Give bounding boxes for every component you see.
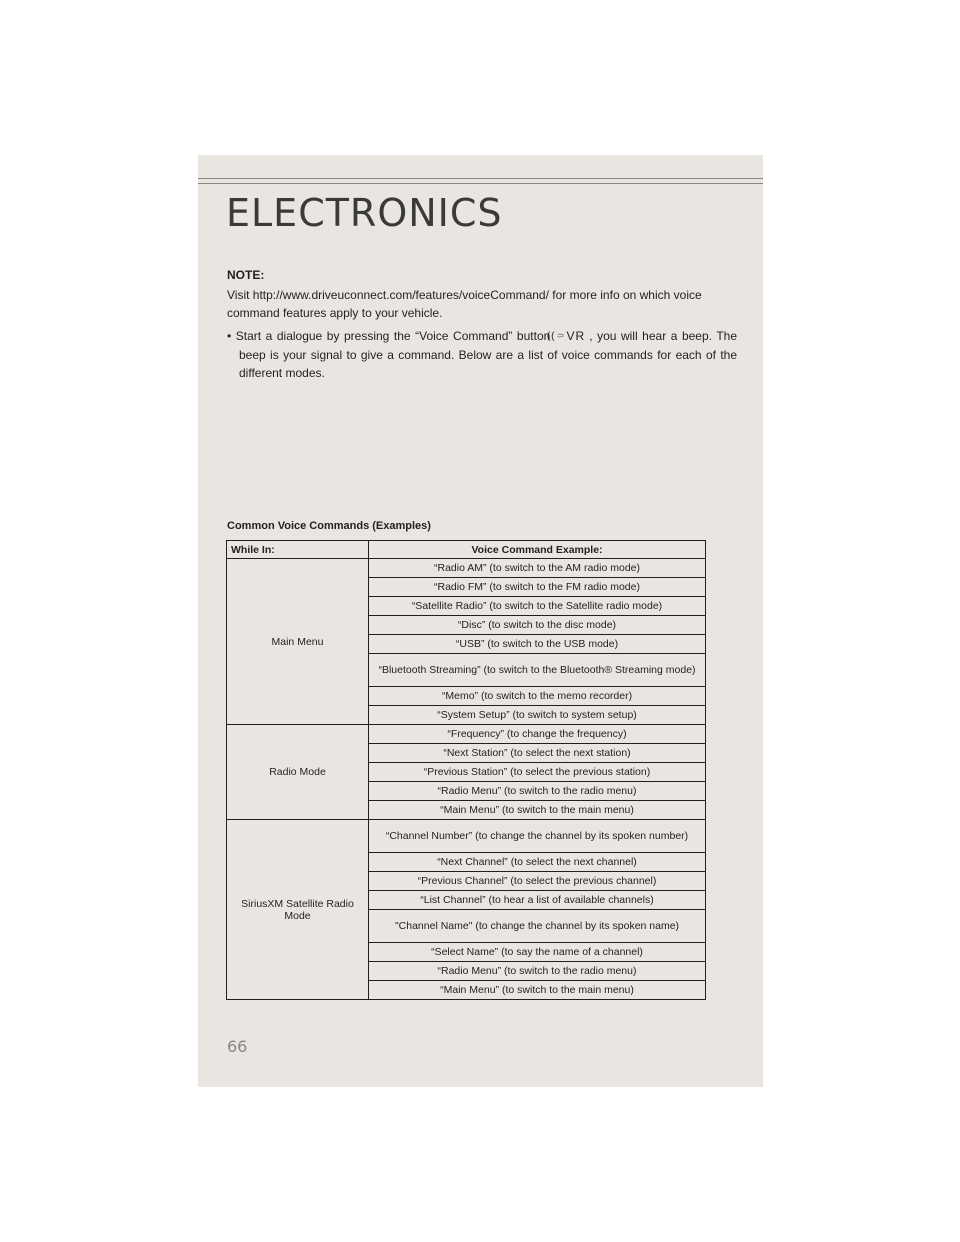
command-cell: “Radio AM” (to switch to the AM radio mode)	[369, 559, 706, 578]
command-cell: “Bluetooth Streaming” (to switch to the Bluetooth® Streaming mode)	[369, 654, 706, 687]
command-cell: “Main Menu” (to switch to the main menu)	[369, 801, 706, 820]
column-header-command: Voice Command Example:	[369, 541, 706, 559]
manual-page	[198, 155, 763, 1087]
table-title: Common Voice Commands (Examples)	[227, 520, 431, 532]
command-cell: “USB” (to switch to the USB mode)	[369, 635, 706, 654]
note-text: Visit http://www.driveuconnect.com/features/voiceCommand/ for more info on which voice command features apply to your vehicle.	[227, 288, 702, 320]
header-rule-bottom	[198, 183, 763, 184]
table-body	[227, 559, 706, 1000]
table-row	[227, 820, 706, 853]
command-cell: “Next Station” (to select the next station)	[369, 744, 706, 763]
bullet-paragraph	[227, 327, 737, 382]
command-cell: “Memo” (to switch to the memo recorder)	[369, 687, 706, 706]
command-cell: “Next Channel” (to select the next channel)	[369, 853, 706, 872]
command-cell: “Select Name” (to say the name of a channel)	[369, 943, 706, 962]
command-cell: “Main Menu” (to switch to the main menu)	[369, 981, 706, 1000]
voice-commands-table	[226, 540, 706, 1000]
table-header-row	[227, 541, 706, 559]
voice-command-icon: ((⸧VR	[546, 329, 586, 343]
command-cell: “Previous Channel” (to select the previous channel)	[369, 872, 706, 891]
vr-icon-label: VR	[566, 329, 586, 343]
page-number: 66	[227, 1037, 248, 1056]
table-row	[227, 559, 706, 578]
section-title: ELECTRONICS	[226, 191, 503, 235]
note-label: NOTE:	[227, 268, 265, 282]
command-cell: “Previous Station” (to select the previous station)	[369, 763, 706, 782]
command-cell: “Channel Number” (to change the channel by its spoken number)	[369, 820, 706, 853]
command-cell: “Radio FM” (to switch to the FM radio mode)	[369, 578, 706, 597]
bullet-text-before-icon: Start a dialogue by pressing the “Voice Command” button	[235, 329, 551, 343]
command-cell: "Channel Name" (to change the channel by its spoken name)	[369, 910, 706, 943]
mode-cell: Main Menu	[227, 559, 369, 725]
bullet-marker: •	[227, 329, 232, 343]
command-cell: “Radio Menu” (to switch to the radio menu)	[369, 782, 706, 801]
command-cell: “Disc” (to switch to the disc mode)	[369, 616, 706, 635]
bullet-text-after-icon: , you will hear a beep. The beep is your signal to give a command. Below are a list of voice commands for each of the different modes.	[239, 329, 737, 380]
mode-cell: Radio Mode	[227, 725, 369, 820]
command-cell: “Radio Menu” (to switch to the radio menu)	[369, 962, 706, 981]
mode-cell: SiriusXM Satellite Radio Mode	[227, 820, 369, 1000]
table-row	[227, 725, 706, 744]
column-header-mode: While In:	[227, 541, 369, 559]
header-rule-top	[198, 178, 763, 179]
command-cell: “List Channel” (to hear a list of available channels)	[369, 891, 706, 910]
command-cell: “Satellite Radio” (to switch to the Satellite radio mode)	[369, 597, 706, 616]
command-cell: “System Setup” (to switch to system setup)	[369, 706, 706, 725]
command-cell: “Frequency” (to change the frequency)	[369, 725, 706, 744]
